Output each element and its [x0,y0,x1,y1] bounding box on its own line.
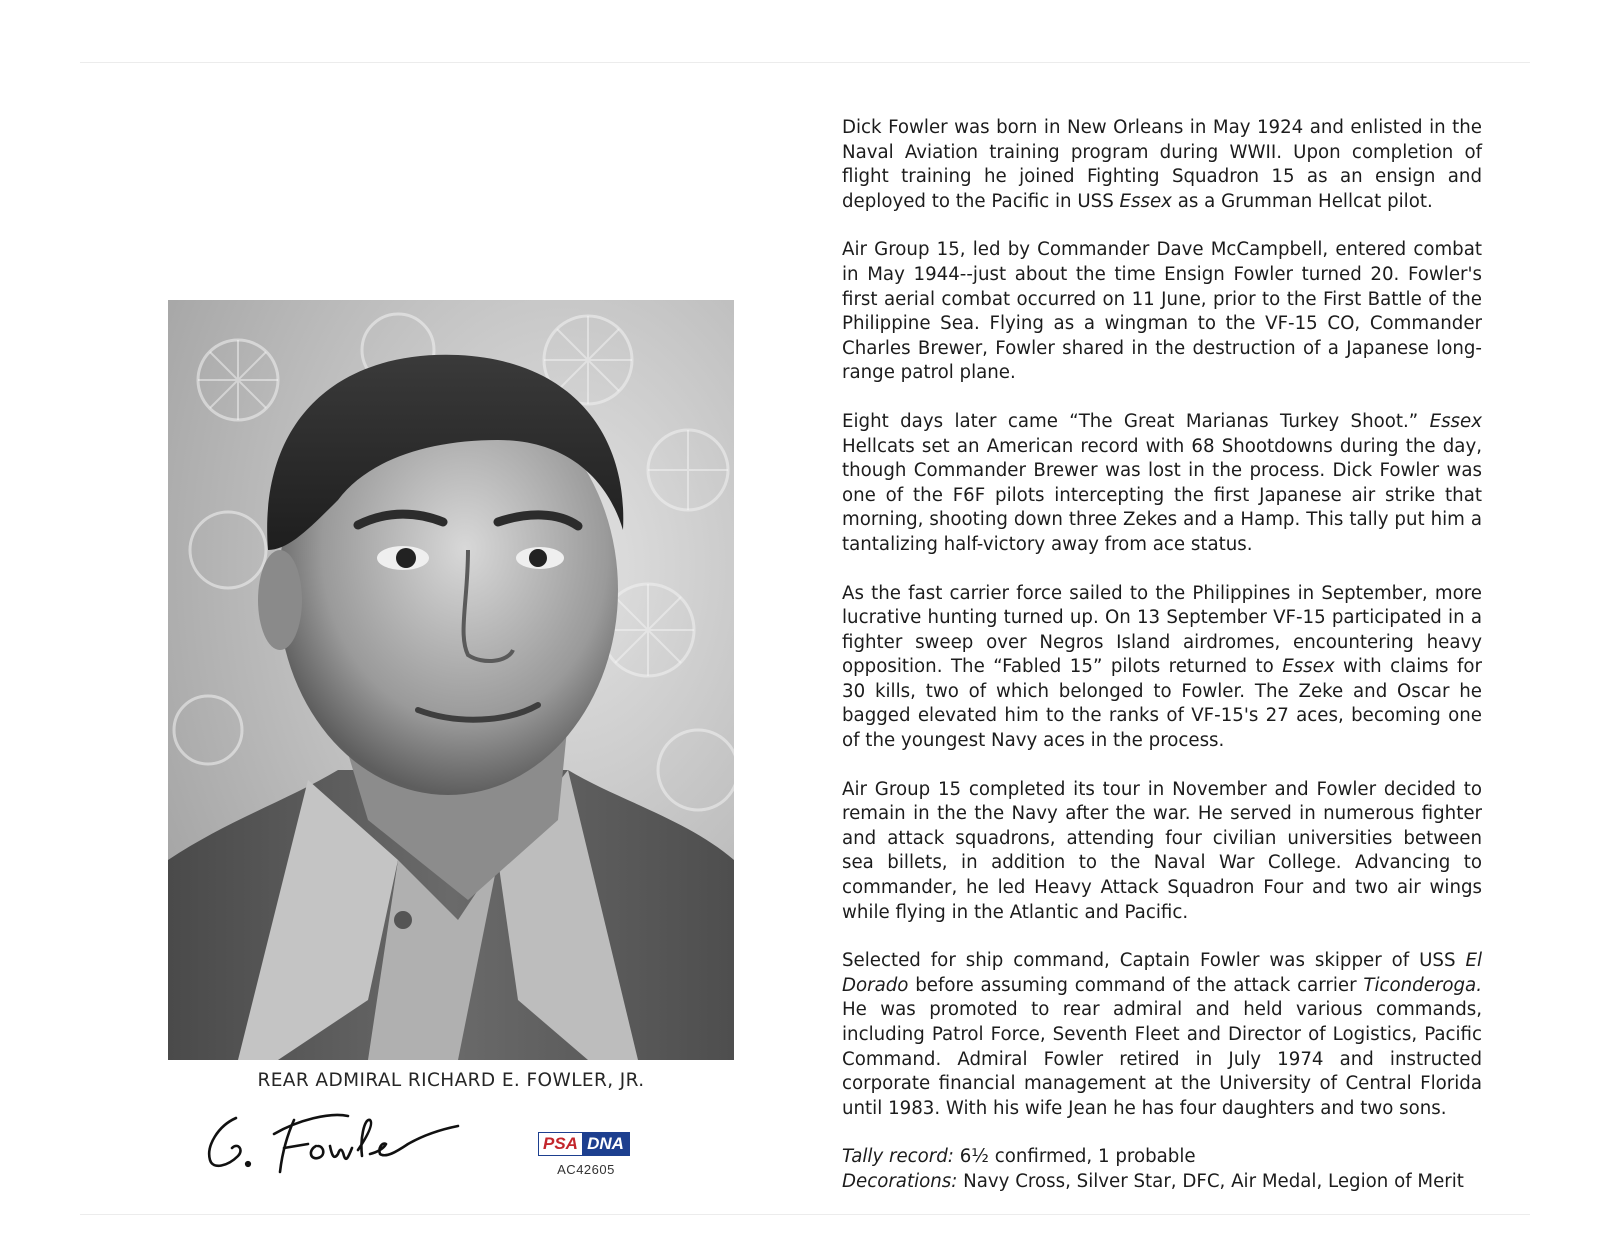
bio-paragraph-3 [842,410,1482,558]
portrait-image [168,300,734,1060]
ship-name: Essex [1282,656,1335,678]
bio-text: Dick Fowler was born in New Orleans in May 1924 and enlisted in the Naval Aviation training program during WWII. Upon completion of flight training he joined Fighting Squadron 15 as an ensign and deployed to the Pacific in USS [842,117,1482,212]
signature-image [198,1098,468,1188]
ship-name: El Dorado [842,950,1482,996]
signature [198,1098,468,1188]
page-edge-top [80,62,1530,63]
decorations [842,1170,1482,1195]
authentication-code: AC42605 [557,1162,615,1177]
tally-label: Tally record: [842,1146,954,1168]
bio-paragraph-1 [842,116,1482,214]
bio-paragraph-2: Air Group 15, led by Commander Dave McCampbell, entered combat in May 1944--just about the time Ensign Fowler turned 20. Fowler's first aerial combat occurred on 11 June, prior to the First Battle of the Philippine Sea. Flying as a wingman to the VF-15 CO, Commander Charles Brewer, Fowler shared in the destruction of a Japanese long-range patrol plane. [842,239,1482,384]
decorations-label: Decorations: [842,1170,958,1192]
biography-text [842,116,1482,1195]
bio-text: Selected for ship command, Captain Fowler was skipper of USS [842,950,1466,972]
bio-text: before assuming command of the attack carrier [908,974,1364,996]
decorations-value: Navy Cross, Silver Star, DFC, Air Medal, Legion of Merit [957,1170,1464,1192]
ship-name: Ticonderoga. [1363,974,1482,996]
bio-text: Eight days later came “The Great Marianas Turkey Shoot.” [842,410,1430,432]
authentication-logo-left: PSA [539,1133,582,1155]
authentication-logo [538,1132,630,1156]
bio-paragraph-4 [842,582,1482,754]
page-edge-bottom [80,1214,1530,1215]
bio-text: As the fast carrier force sailed to the Philippines in September, more lucrative hunting turned up. On 13 September VF-15 participated in a fighter sweep over Negros Island airdromes, encountering heavy opposition. The “Fabled 15” pilots returned to [842,582,1482,678]
bio-paragraph-6 [842,949,1482,1121]
bio-text: as a Grumman Hellcat pilot. [1171,190,1433,212]
tally-value: 6½ confirmed, 1 probable [953,1146,1196,1168]
tally-record [842,1145,1482,1170]
bio-text: He was promoted to rear admiral and held various commands, including Patrol Force, Seventh Fleet and Director of Logistics, Pacific Command. Admiral Fowler retired in July 1974 and instructed corporate financial management at the University of Central Florida until 1983. With his wife Jean he has four daughters and two sons. [842,999,1482,1119]
portrait-photo [168,300,734,1060]
bio-text: Hellcats set an American record with 68 Shootdowns during the day, though Commander Brewer was lost in the process. Dick Fowler was one of the F6F pilots intercepting the first Japanese air strike that morning, shooting down three Zekes and a Hamp. This tally put him a tantalizing half-victory away from ace status. [842,435,1482,555]
bio-paragraph-5: Air Group 15 completed its tour in November and Fowler decided to remain in the the Navy after the war. He served in numerous fighter and attack squadrons, attending four civilian universities between sea billets, in addition to the Naval War College. Advancing to commander, he led Heavy Attack Squadron Four and two air wings while flying in the Atlantic and Pacific. [842,778,1482,923]
photo-caption: REAR ADMIRAL RICHARD E. FOWLER, JR. [257,1070,645,1091]
authentication-logo-right: DNA [582,1133,629,1155]
ship-name: Essex [1119,190,1172,212]
authentication-sticker [538,1132,634,1177]
ship-name: Essex [1429,410,1482,432]
bio-text: with claims for 30 kills, two of which belonged to Fowler. The Zeke and Oscar he bagged elevated him to the ranks of VF-15's 27 aces, becoming one of the youngest Navy aces in the process. [842,656,1482,752]
